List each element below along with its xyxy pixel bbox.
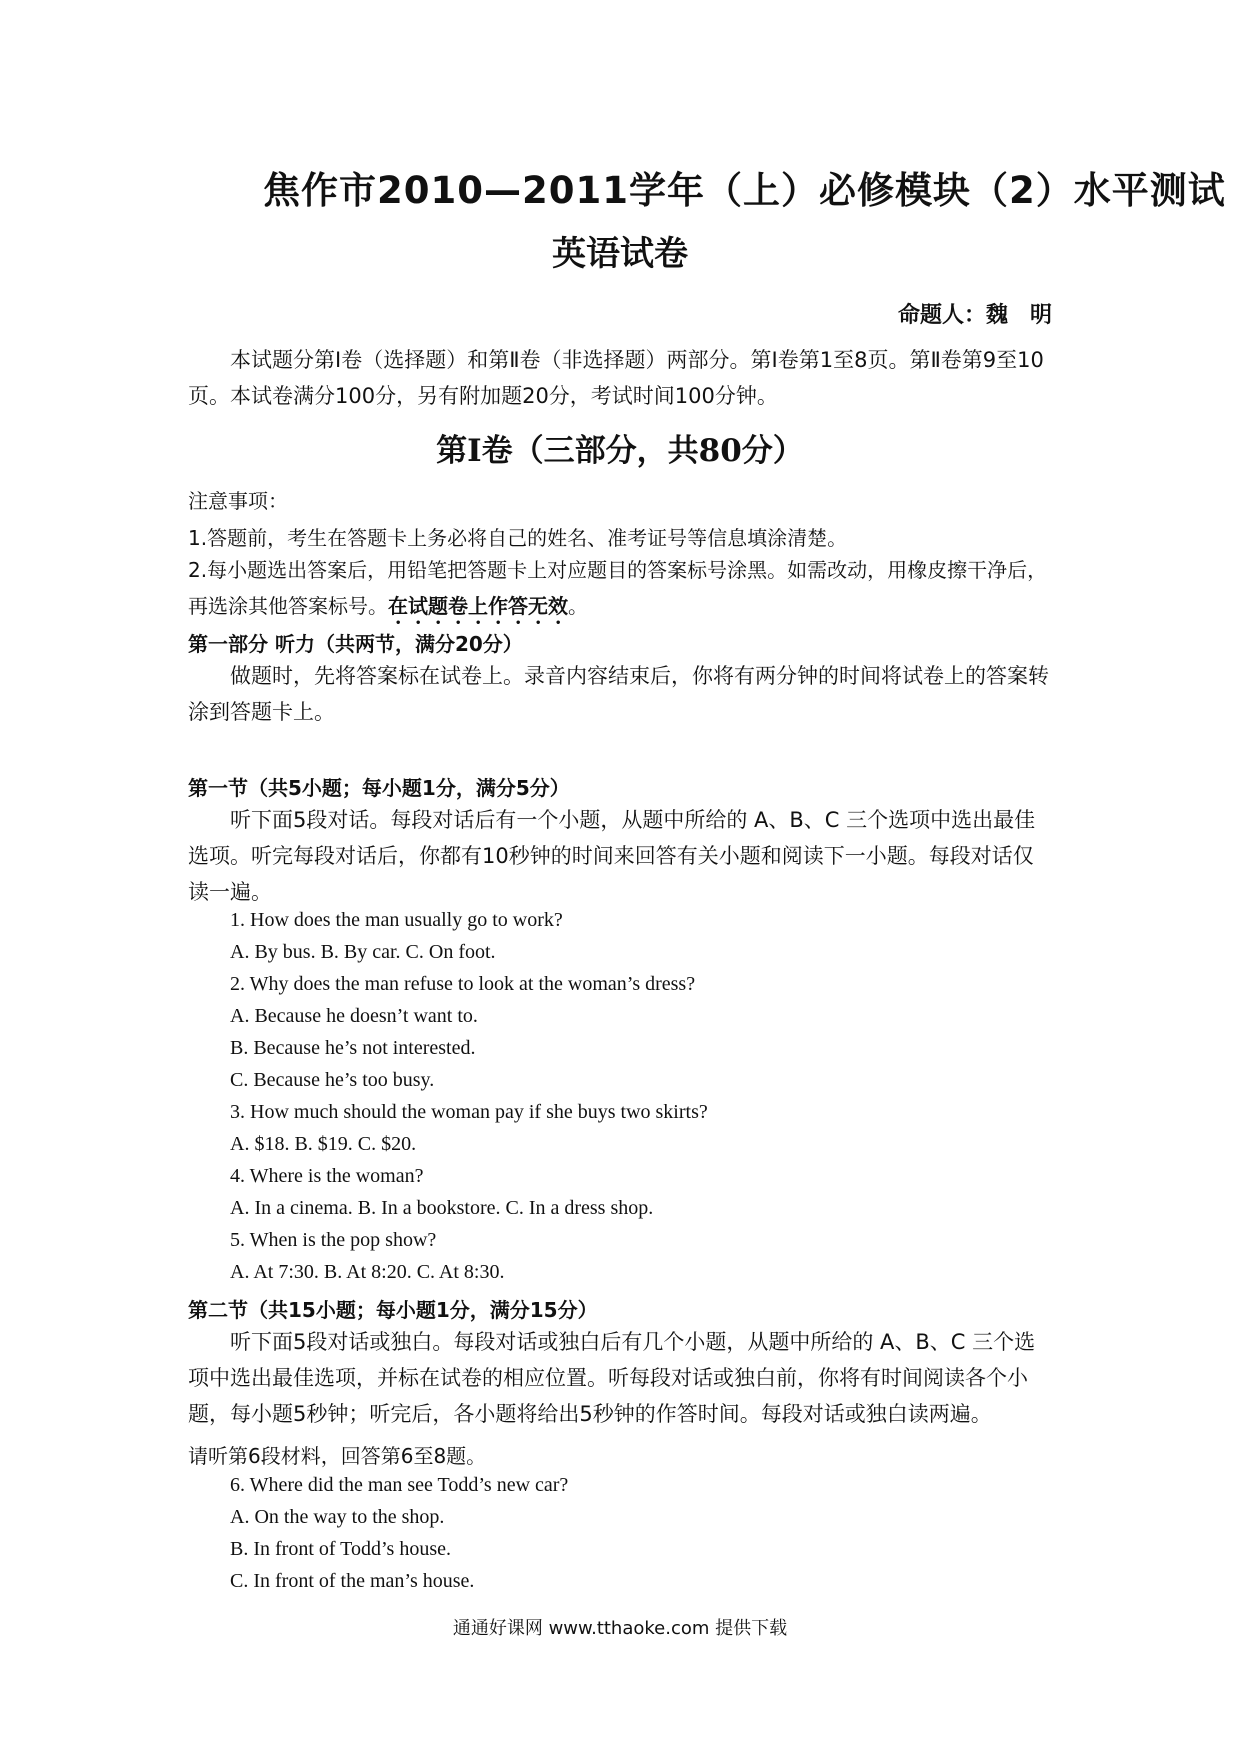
notes-label: 注意事项： bbox=[188, 489, 288, 513]
option-line: A. On the way to the shop. bbox=[230, 1506, 445, 1528]
option-line: A. In a cinema. B. In a bookstore. C. In a dress shop. bbox=[230, 1197, 654, 1219]
author-line: 命题人：魏 明 bbox=[897, 303, 1052, 328]
note-2 bbox=[188, 552, 1054, 629]
part1-instructions: 做题时，先将答案标在试卷上。录音内容结束后，你将有两分钟的时间将试卷上的答案转涂到答题卡上。 bbox=[188, 664, 1049, 724]
option-line: B. Because he’s not interested. bbox=[230, 1037, 476, 1059]
exam-subtitle: 英语试卷 bbox=[552, 234, 688, 274]
question-line: 2. Why does the man refuse to look at the woman’s dress? bbox=[230, 973, 696, 995]
option-line: A. By bus. B. By car. C. On foot. bbox=[230, 941, 496, 963]
page-footer: 通通好课网 www.tthaoke.com 提供下载 bbox=[452, 1618, 788, 1639]
volume-title: 第Ⅰ卷（三部分，共80分） bbox=[436, 433, 804, 469]
material-note: 请听第6段材料，回答第6至8题。 bbox=[188, 1444, 487, 1468]
option-line: A. At 7:30. B. At 8:20. C. At 8:30. bbox=[230, 1261, 505, 1283]
question-line: 6. Where did the man see Todd’s new car? bbox=[230, 1474, 569, 1496]
section1-title: 第一节（共5小题；每小题1分，满分5分） bbox=[188, 776, 570, 800]
intro-paragraph: 本试题分第Ⅰ卷（选择题）和第Ⅱ卷（非选择题）两部分。第Ⅰ卷第1至8页。第Ⅱ卷第9至10页。本试卷满分100分，另有附加题20分，考试时间100分钟。 bbox=[188, 348, 1044, 408]
part1-title: 第一部分 听力（共两节，满分20分） bbox=[188, 632, 523, 656]
option-line: B. In front of Todd’s house. bbox=[230, 1538, 451, 1560]
question-line: 3. How much should the woman pay if she buys two skirts? bbox=[230, 1101, 708, 1123]
section1-instructions: 听下面5段对话。每段对话后有一个小题，从题中所给的 A、B、C 三个选项中选出最佳选项。听完每段对话后，你都有10秒钟的时间来回答有关小题和阅读下一小题。每段对话仅读一遍。 bbox=[188, 808, 1036, 904]
option-line: C. Because he’s too busy. bbox=[230, 1069, 435, 1091]
option-line: A. Because he doesn’t want to. bbox=[230, 1005, 478, 1027]
exam-title: 焦作市2010—2011学年（上）必修模块（2）水平测试 bbox=[263, 169, 1226, 212]
section2-title: 第二节（共15小题；每小题1分，满分15分） bbox=[188, 1298, 598, 1322]
note-2-end: 。 bbox=[568, 594, 588, 618]
note-2-emphasis: 在试题卷上作答无效 bbox=[388, 594, 568, 618]
note-1: 1.答题前，考生在答题卡上务必将自己的姓名、准考证号等信息填涂清楚。 bbox=[188, 526, 848, 550]
option-line: C. In front of the man’s house. bbox=[230, 1570, 475, 1592]
note-2-text: 2.每小题选出答案后，用铅笔把答题卡上对应题目的答案标号涂黑。如需改动，用橡皮擦干净后，再选涂其他答案标号。 bbox=[188, 558, 1048, 618]
option-line: A. $18. B. $19. C. $20. bbox=[230, 1133, 417, 1155]
question-line: 4. Where is the woman? bbox=[230, 1165, 424, 1187]
section2-instructions: 听下面5段对话或独白。每段对话或独白后有几个小题，从题中所给的 A、B、C 三个选项中选出最佳选项，并标在试卷的相应位置。听每段对话或独白前，你将有时间阅读各个小题，每小题5秒钟；听完后，各小题将给出5秒钟的作答时间。每段对话或独白读两遍。 bbox=[188, 1330, 1036, 1426]
question-line: 1. How does the man usually go to work? bbox=[230, 909, 563, 931]
question-line: 5. When is the pop show? bbox=[230, 1229, 437, 1251]
